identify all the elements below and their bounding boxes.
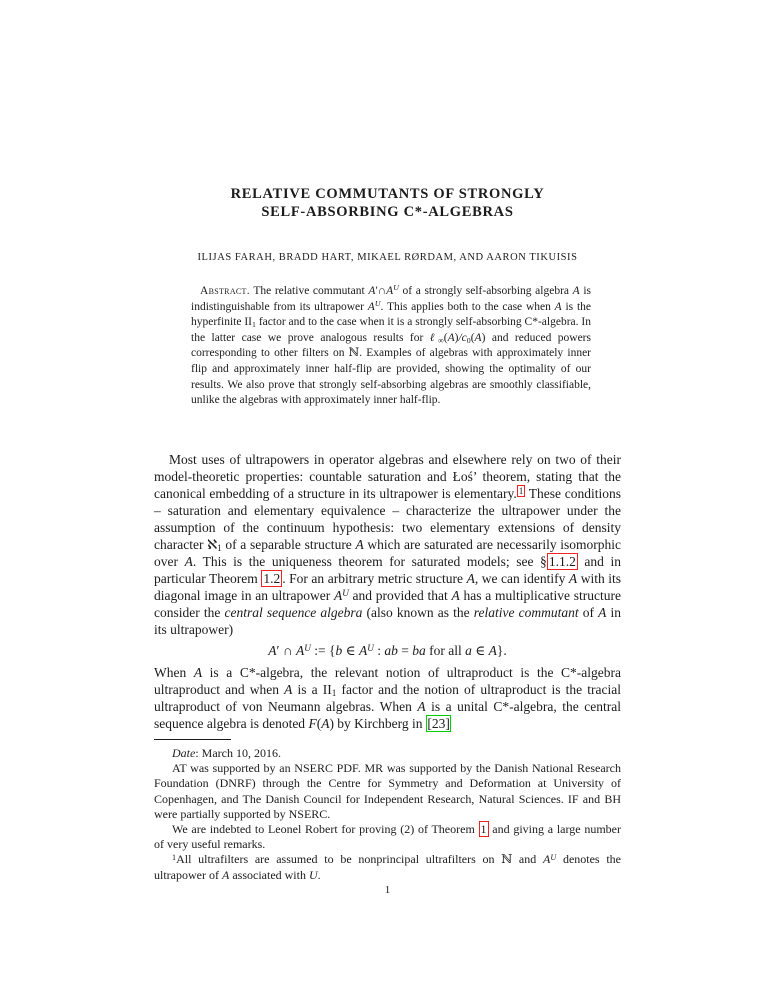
text-run: 1 [252, 320, 256, 330]
display-equation [154, 642, 621, 659]
text-run: of a separable structure [221, 537, 356, 552]
text-run: U [374, 299, 381, 309]
text-run: A [184, 554, 193, 569]
title-line-1 [154, 186, 621, 204]
text-run: A [358, 643, 368, 658]
text-run: : March 10, 2016. [195, 746, 281, 760]
text-run: ba [412, 643, 426, 658]
text-run: ′∩ [375, 285, 387, 297]
text-run: A [598, 605, 607, 620]
abstract-block [191, 284, 591, 409]
text-run: b [335, 643, 343, 658]
footnotes-block [154, 739, 621, 883]
text-run: ( [316, 716, 322, 731]
footnote-ultrafilters [154, 852, 621, 882]
text-run: We are indebted to Leonel Robert for proving (2) of Theorem [172, 822, 479, 837]
text-run: . This applies both to the case when [380, 300, 555, 313]
text-run: of a strongly self-absorbing algebra [398, 285, 573, 297]
text-run: , we can identify [474, 571, 569, 586]
text-run: SELF-ABSORBING C*-ALGEBRAS [261, 203, 514, 220]
text-run: A [368, 285, 376, 297]
section-link[interactable]: 1.1.2 [548, 554, 576, 569]
text-run: A [221, 867, 230, 882]
theorem-link[interactable]: 1.2 [263, 571, 281, 586]
text-run: and in particular Theorem [154, 554, 621, 586]
text-run: AT was supported by an NSERC PDF. MR was supported by the Danish National Research Foundation (DNRF) through the Centre for Symmetry and Deformation at University of Copenhagen, and The Danish Council for Independent Research, Natural Sciences. IF and BH were partially supported by NSERC. [154, 761, 621, 821]
text-run: ℓ [429, 331, 439, 344]
text-run: a [465, 643, 472, 658]
text-run: for all [425, 643, 466, 658]
text-run: which are saturated are necessarily isomorphic over [154, 537, 621, 569]
text-run: RELATIVE COMMUTANTS OF STRONGLY [230, 186, 545, 202]
text-run: ILIJAS FARAH, BRADD HART, MIKAEL RØRDAM, AND AARON TIKUISIS [197, 252, 578, 263]
text-run: A [542, 852, 551, 867]
text-run: is the hyperfinite II [191, 300, 591, 329]
paper-header [154, 186, 621, 263]
footnote-rule [154, 739, 231, 740]
citation-link[interactable]: [23] [427, 716, 450, 731]
text-run: A [193, 665, 203, 680]
text-run: A [466, 571, 475, 586]
text-run: ab [384, 643, 398, 658]
text-run: ) [454, 331, 459, 344]
title-line-2 [154, 204, 621, 222]
text-run: (also known as the [362, 605, 474, 620]
text-run: A [474, 331, 482, 344]
text-run: Abstract. [200, 285, 250, 297]
text-run: U [308, 867, 318, 882]
page-number: 1 [384, 884, 391, 896]
text-run: is a II [292, 682, 332, 697]
body-text [154, 451, 621, 883]
text-run: Most uses of ultrapowers in operator algebras and elsewhere rely on two of their model-theoretic properties: countable saturation and Łoś’ theorem, stating that the canonical embedding of a structure in its ultrapower is elementary. [154, 452, 621, 501]
text-run: of [578, 605, 599, 620]
text-run: A [554, 300, 562, 313]
text-run: A [295, 643, 305, 658]
text-run: A [488, 643, 497, 658]
text-run: 0 [466, 335, 471, 345]
text-run: These conditions – saturation and elementary equivalence – characterize the ultrapower under the assumption of the continuum hypothesis: two elementary extensions of density character ℵ [154, 486, 621, 552]
text-run: All ultrafilters are assumed to be nonprincipal ultrafilters on ℕ and [176, 852, 543, 867]
text-run: F [308, 716, 317, 731]
text-run: denotes the ultrapower of [154, 852, 621, 882]
text-run: central sequence algebra [224, 605, 363, 620]
text-run: A [321, 716, 330, 731]
text-run: = [397, 643, 413, 658]
text-run: ( [470, 331, 475, 344]
text-run: U [342, 587, 349, 598]
text-run: has a multiplicative structure consider the [154, 588, 621, 620]
text-run: U [550, 852, 557, 862]
text-run: A [568, 571, 578, 586]
text-run: . For an arbitrary metric structure [282, 571, 467, 586]
text-run: When [154, 665, 194, 680]
text-run: factor and to the case when it is a strongly self-absorbing C*-algebra. In the latter case we prove analogous results for [191, 316, 591, 344]
text-run: }. [496, 643, 507, 658]
text-run: ′ ∩ [276, 643, 296, 658]
footnote-date [154, 746, 621, 761]
text-run: ) [481, 331, 486, 344]
text-run: /c [458, 331, 467, 344]
text-run: ∞ [438, 335, 444, 345]
text-run: ∈ [342, 643, 359, 658]
paragraph-ultraproduct [154, 664, 621, 732]
text-run: A [451, 588, 460, 603]
text-run: A [367, 300, 375, 313]
text-run: associated with [229, 867, 309, 882]
footnote-thanks [154, 822, 621, 852]
text-run: relative commutant [473, 605, 579, 620]
text-run: . This is the uniqueness theorem for saturated models; see § [192, 554, 547, 569]
text-run: A [447, 331, 455, 344]
text-run: factor and the notion of ultraproduct is the tracial ultraproduct of von Neumann algebras. When [154, 682, 621, 714]
footnote-link[interactable]: 1 [518, 485, 524, 496]
text-run: and provided that [348, 588, 452, 603]
text-run: is a C*-algebra, the relevant notion of ultraproduct is the C*-algebra ultraproduct and when [154, 665, 621, 697]
text-run: in its ultrapower) [154, 605, 621, 637]
paragraph-intro [154, 451, 621, 638]
text-run: := { [310, 643, 336, 658]
text-run: U [367, 642, 374, 653]
text-run: ) by Kirchberg in [329, 716, 426, 731]
footnote-support [154, 761, 621, 822]
text-run: and reduced powers corresponding to other filters on ℕ. Examples of algebras with approximately inner flip and approximately inner half-flip are provided, showing the optimality of our results. We also prove that strongly self-absorbing algebras are smoothly classifiable, unlike the algebras with approximately inner half-flip. [191, 331, 591, 407]
text-run: A [386, 285, 394, 297]
authors-line [154, 252, 621, 263]
text-run: : [373, 643, 385, 658]
theorem-link[interactable]: 1 [480, 822, 487, 837]
text-run: 1 [331, 688, 337, 699]
text-run: ( [443, 331, 448, 344]
text-run: with its diagonal image in an ultrapower [154, 571, 622, 603]
text-run: A [268, 643, 277, 658]
text-run: The relative commutant [249, 285, 369, 297]
text-run: A [572, 285, 580, 297]
text-run: . [317, 867, 321, 882]
text-run: is indistinguishable from its ultrapower [191, 285, 592, 313]
text-run: A [284, 682, 293, 697]
text-run: is a unital C*-algebra, the central sequence algebra is denoted [154, 699, 621, 731]
paper-title [154, 186, 621, 221]
text-run: and giving a large number of very useful remarks. [154, 822, 621, 852]
text-run: Date [172, 746, 196, 760]
text-run: U [393, 283, 399, 293]
text-run: 1 [217, 543, 222, 554]
text-run: U [304, 642, 311, 653]
text-run: ∈ [471, 643, 489, 658]
text-run: 1 [172, 852, 177, 862]
text-run: A [355, 537, 364, 552]
text-run: A [333, 588, 343, 603]
text-run: A [417, 699, 426, 714]
